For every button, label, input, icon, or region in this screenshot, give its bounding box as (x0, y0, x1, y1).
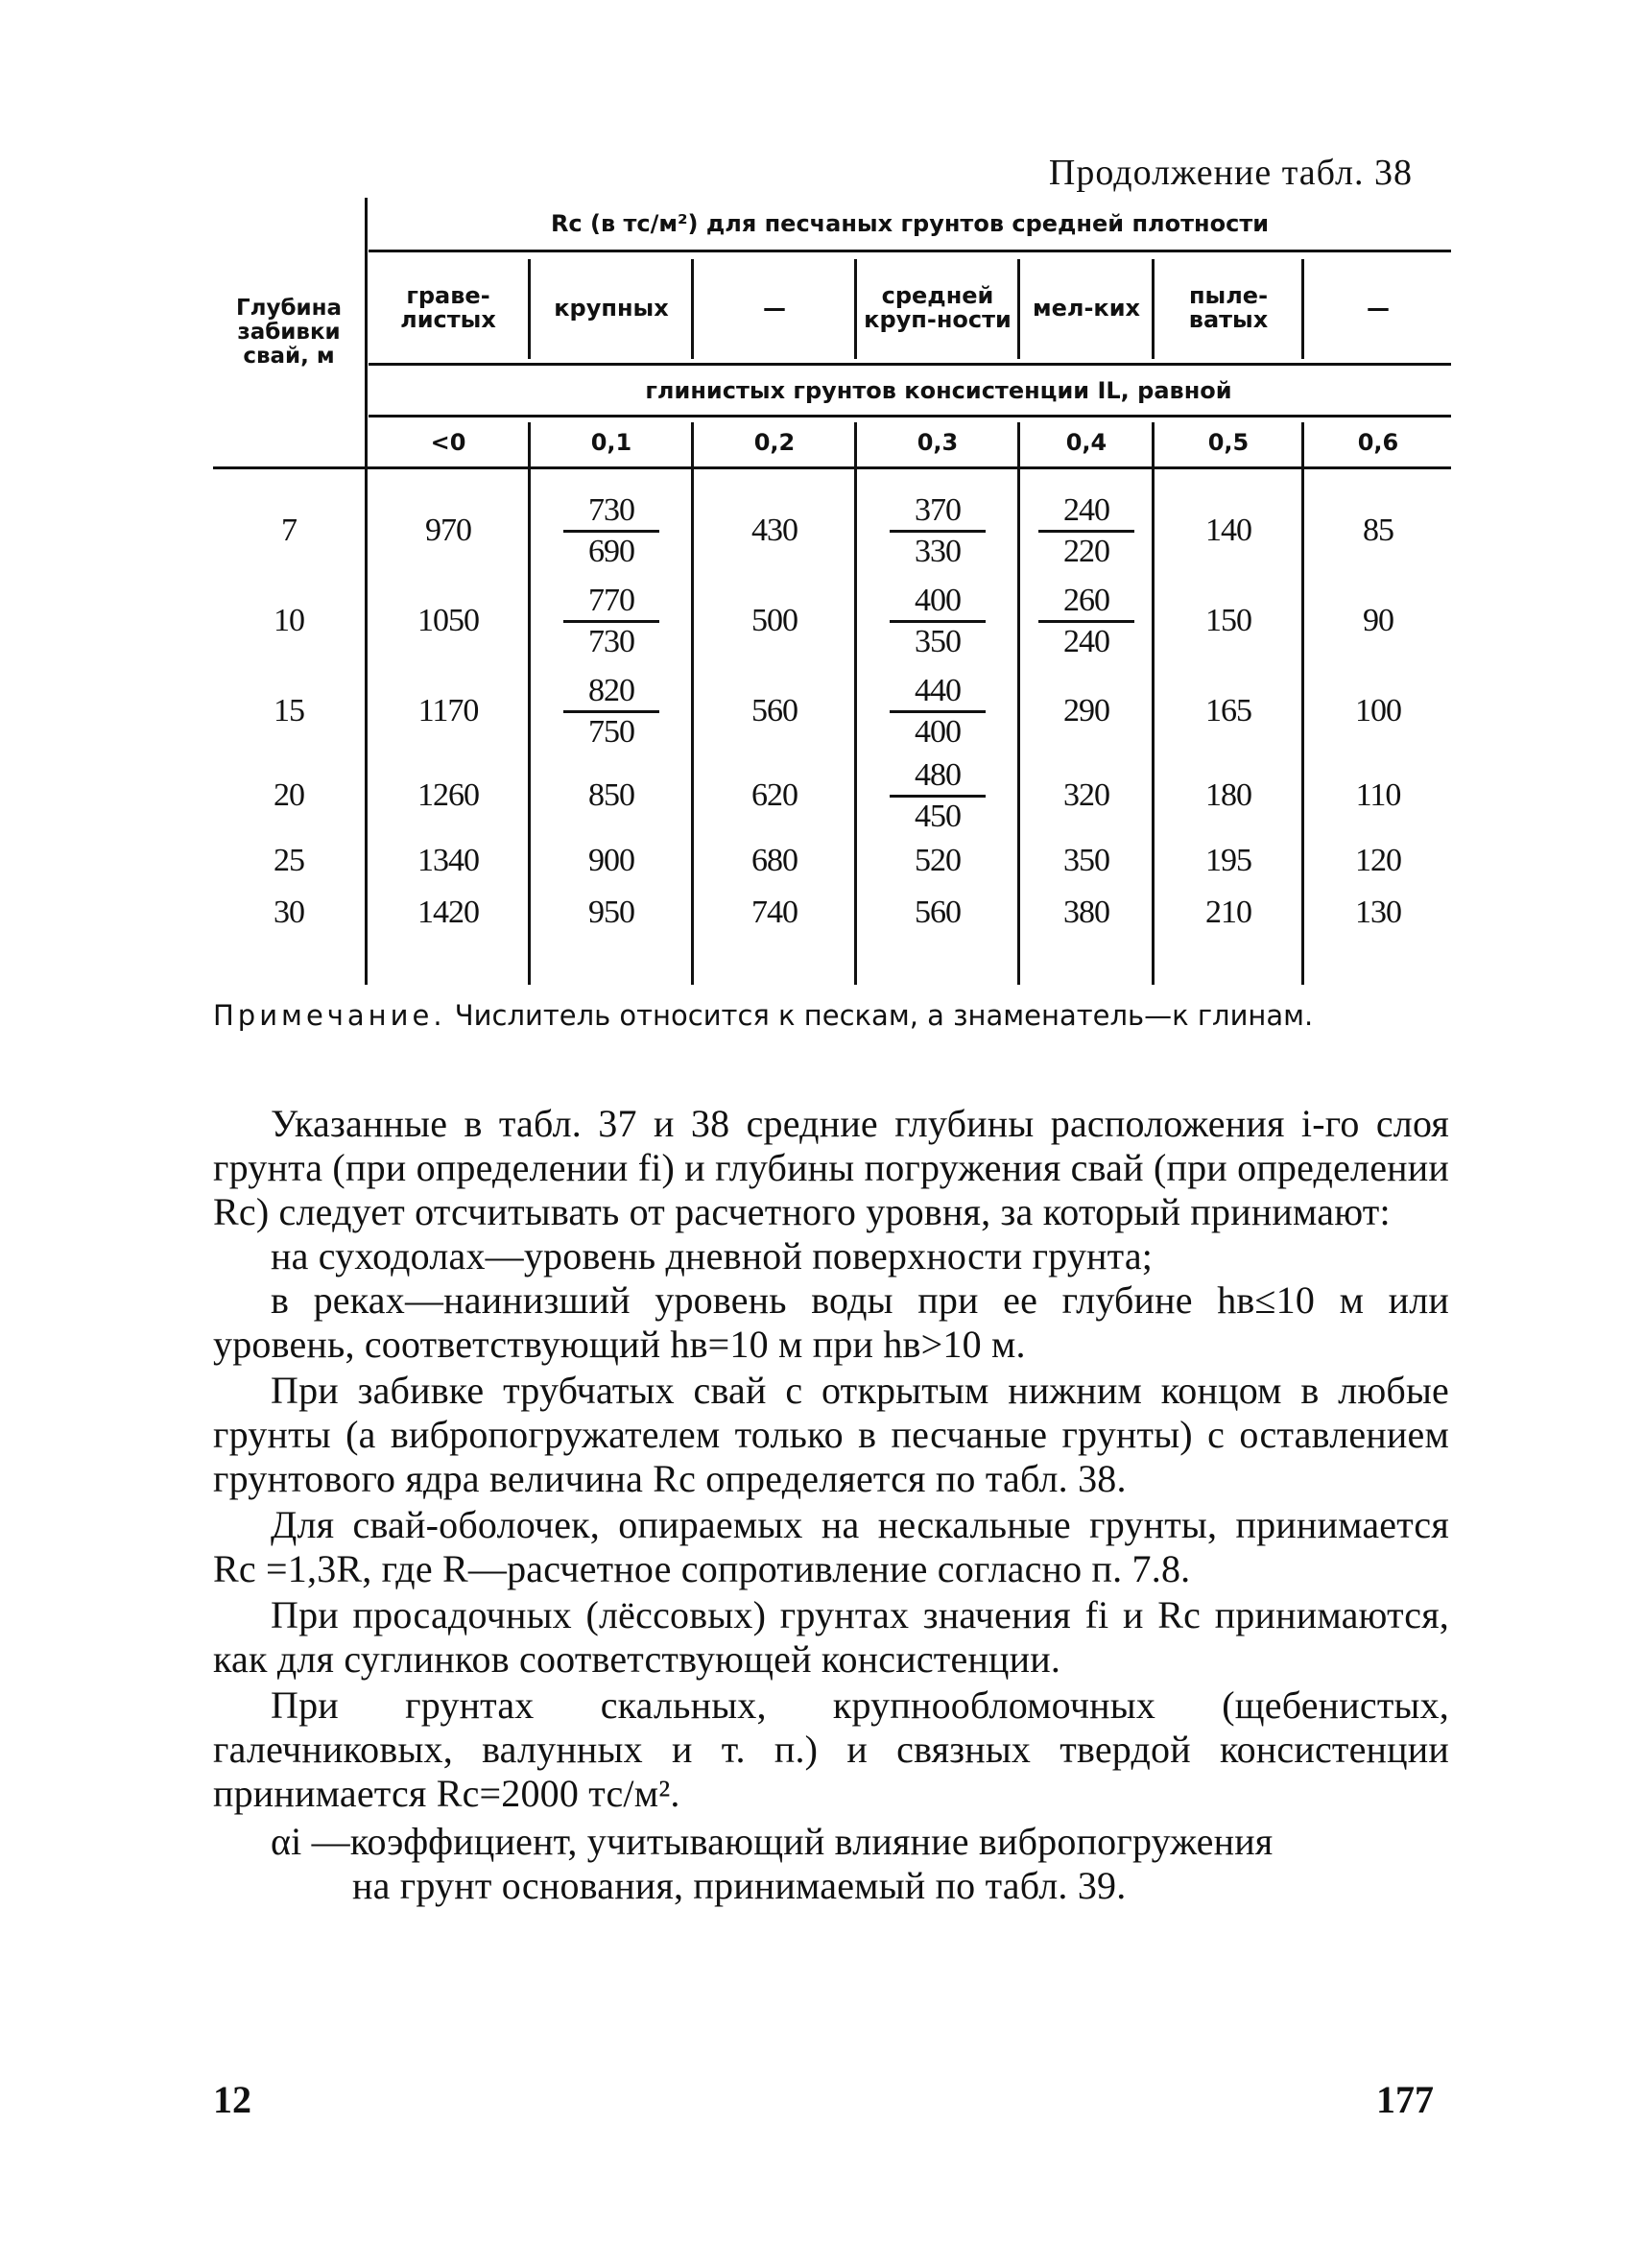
numerator: 820 (588, 672, 634, 708)
value-cell: 100 (1355, 693, 1401, 728)
value-cell: 560 (915, 895, 961, 930)
table-caption: Продолжение табл. 38 (1048, 153, 1413, 193)
depth-cell: 7 (281, 513, 297, 548)
value-cell: 950 (588, 895, 634, 930)
note-text: Числитель относится к пескам, а знаменатель—к глинам. (454, 999, 1314, 1032)
consistency-3: 0,3 (917, 428, 959, 456)
value-cell: 90 (1363, 603, 1393, 638)
depth-cell: 15 (274, 693, 304, 728)
paragraph: При забивке трубчатых свай с открытым нижним концом в любые грунты (а вибропогружателем только в песчаные грунты) с оставлением грунтового ядра величина Rс определяется по табл. 38. (213, 1369, 1449, 1500)
fraction (1038, 491, 1134, 571)
denominator: 450 (915, 798, 961, 834)
denominator: 350 (915, 623, 961, 659)
fraction (890, 491, 986, 571)
denominator: 220 (1063, 533, 1109, 569)
rule (1301, 259, 1304, 359)
numerator: 370 (915, 491, 961, 528)
rule (365, 198, 368, 985)
value-cell: 1420 (417, 895, 479, 930)
depth-cell: 20 (274, 777, 304, 813)
paragraph: αi —коэффициент, учитывающий влияние вибропогружения (271, 1820, 1274, 1863)
sand-type-1: крупных (554, 294, 669, 322)
fraction (1038, 582, 1134, 661)
rule (854, 259, 857, 359)
value-cell: 320 (1063, 777, 1109, 813)
consistency-4: 0,4 (1065, 428, 1107, 456)
paragraph: При грунтах скальных, крупнообломочных (щебенистых, галечниковых, валунных и т. п.) и связных твердой консистенции принимается Rс=2000 тс/м². (213, 1683, 1449, 1815)
value-cell: 130 (1355, 895, 1401, 930)
fraction (890, 756, 986, 836)
rule (1017, 422, 1020, 985)
value-cell: 150 (1205, 603, 1251, 638)
value-cell (532, 666, 691, 756)
paragraph: на суходолах—уровень дневной поверхности грунта; (271, 1234, 1154, 1277)
consistency-2: 0,2 (753, 428, 796, 456)
note-label: Примечание. (213, 999, 446, 1032)
value-cell: 1170 (417, 693, 479, 728)
fraction (563, 582, 659, 661)
page-number-left: 12 (213, 2078, 251, 2121)
value-cell: 120 (1355, 843, 1401, 878)
sand-type-6: — (1367, 294, 1390, 322)
rule (528, 422, 531, 985)
value-cell: 350 (1063, 843, 1109, 878)
value-cell: 560 (751, 693, 798, 728)
sand-type-4: мел-ких (1032, 294, 1141, 322)
rule (691, 259, 694, 359)
denominator: 690 (588, 533, 634, 569)
value-cell: 620 (751, 777, 798, 813)
value-cell (532, 486, 691, 576)
numerator: 240 (1063, 491, 1109, 528)
value-cell: 900 (588, 843, 634, 878)
numerator: 440 (915, 672, 961, 708)
consistency-0: <0 (430, 428, 466, 456)
depth-cell: 25 (274, 843, 304, 878)
paragraph: на грунт основания, принимаемый по табл. 39. (352, 1864, 1127, 1907)
numerator: 730 (588, 491, 634, 528)
value-cell: 1340 (417, 843, 479, 878)
consistency-1: 0,1 (590, 428, 632, 456)
rule (1017, 259, 1020, 359)
value-cell: 210 (1205, 895, 1251, 930)
rule (1301, 422, 1304, 985)
paragraph: При просадочных (лёссовых) грунтах значения fi и Rс принимаются, как для суглинков соответствующей консистенции. (213, 1593, 1449, 1681)
table-note (213, 998, 1451, 1033)
numerator: 400 (915, 582, 961, 618)
depth-cell: 10 (274, 603, 304, 638)
paragraph: Указанные в табл. 37 и 38 средние глубины расположения i-го слоя грунта (при определении fi) и глубины погружения свай (при определении Rс) следует отсчитывать от расчетного уровня, за который принимают: (213, 1102, 1449, 1233)
page-number-right: 177 (1376, 2078, 1434, 2121)
value-cell: 195 (1205, 843, 1251, 878)
value-cell: 180 (1205, 777, 1251, 813)
value-cell: 110 (1355, 777, 1401, 813)
value-cell: 500 (751, 603, 798, 638)
value-cell: 290 (1063, 693, 1109, 728)
denominator: 240 (1063, 623, 1109, 659)
group-header: Rс (в тс/м²) для песчаных грунтов средней плотности (550, 209, 1270, 237)
rule (369, 250, 1451, 252)
value-cell (858, 666, 1017, 756)
paragraph: Для свай-оболочек, опираемых на нескальные грунты, принимается Rс =1,3R, где R—расчетное сопротивление согласно п. 7.8. (213, 1503, 1449, 1590)
body-text (213, 1102, 1449, 1908)
sand-type-5: пыле-ватых (1188, 282, 1269, 333)
fraction (890, 672, 986, 752)
value-cell: 1050 (417, 603, 479, 638)
denominator: 400 (915, 713, 961, 750)
consistency-5: 0,5 (1207, 428, 1250, 456)
value-cell: 430 (751, 513, 798, 548)
value-cell: 970 (425, 513, 471, 548)
value-cell: 520 (915, 843, 961, 878)
value-cell: 680 (751, 843, 798, 878)
sand-type-2: — (763, 294, 786, 322)
value-cell: 165 (1205, 693, 1251, 728)
numerator: 770 (588, 582, 634, 618)
sand-type-0: граве-листых (400, 282, 496, 333)
fraction (563, 672, 659, 752)
value-cell (858, 756, 1017, 835)
value-cell: 850 (588, 777, 634, 813)
value-cell: 740 (751, 895, 798, 930)
denominator: 330 (915, 533, 961, 569)
value-cell (858, 486, 1017, 576)
depth-cell: 30 (274, 895, 304, 930)
value-cell (1021, 486, 1152, 576)
value-cell: 85 (1363, 513, 1393, 548)
rule (854, 422, 857, 985)
fraction (890, 582, 986, 661)
rule (369, 363, 1451, 366)
value-cell (532, 576, 691, 666)
value-cell (1021, 576, 1152, 666)
fraction (563, 491, 659, 571)
stub-header: Глубина забивки свай, м (235, 295, 343, 369)
rule (528, 259, 531, 359)
rule (691, 422, 694, 985)
value-cell (858, 576, 1017, 666)
rule (369, 415, 1451, 418)
numerator: 480 (915, 756, 961, 793)
denominator: 730 (588, 623, 634, 659)
clay-header: глинистых грунтов консистенции IL, равной (645, 376, 1232, 404)
rule (1152, 422, 1155, 985)
value-cell: 140 (1205, 513, 1251, 548)
value-cell: 1260 (417, 777, 479, 813)
rule (213, 466, 1451, 469)
consistency-6: 0,6 (1357, 428, 1399, 456)
sand-type-3: средней круп-ности (864, 282, 1012, 333)
rule (1152, 259, 1155, 359)
value-cell: 380 (1063, 895, 1109, 930)
paragraph: в реках—наинизший уровень воды при ее глубине hв≤10 м или уровень, соответствующий hв=10 м при hв>10 м. (213, 1278, 1449, 1366)
denominator: 750 (588, 713, 634, 750)
numerator: 260 (1063, 582, 1109, 618)
